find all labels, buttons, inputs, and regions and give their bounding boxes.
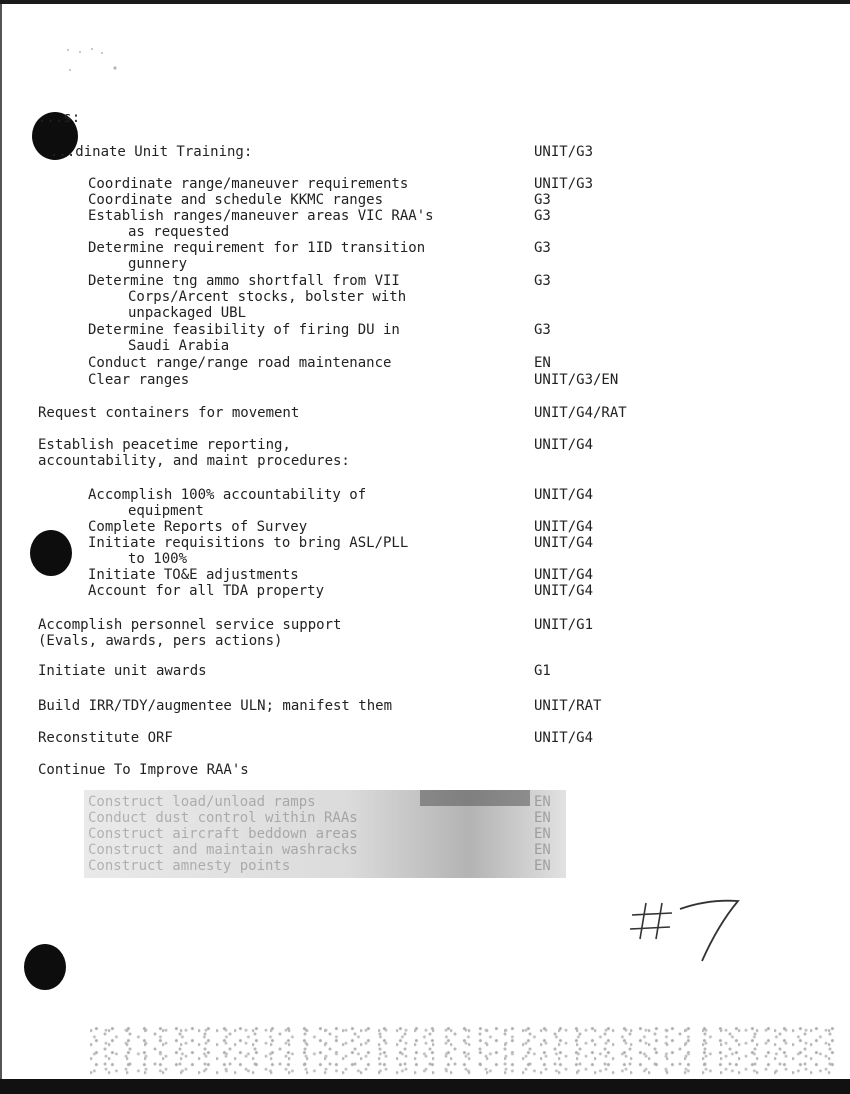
scan-marks <box>60 44 130 74</box>
entry-continuation: Saudi Arabia <box>128 338 230 354</box>
entry-responsible: UNIT/G4 <box>534 487 594 503</box>
dark-scan-patch <box>420 790 530 806</box>
entry-text: Complete Reports of Survey <box>88 519 308 535</box>
entry-text: Initiate unit awards <box>38 663 207 679</box>
section-label: ...s: <box>38 110 81 126</box>
entry-responsible: UNIT/G4 <box>534 583 594 599</box>
entry-text: Establish ranges/maneuver areas VIC RAA's <box>88 208 434 224</box>
punch-hole-bottom <box>24 944 66 990</box>
entry-responsible: G3 <box>534 192 551 208</box>
entry-text: Reconstitute ORF <box>38 730 173 746</box>
entry-responsible: UNIT/G1 <box>534 617 594 633</box>
entry-continuation: equipment <box>128 503 204 519</box>
entry-text: Initiate requisitions to bring ASL/PLL <box>88 535 409 551</box>
entry-responsible: UNIT/G3 <box>534 144 594 160</box>
entry-text: accountability, and maint procedures: <box>38 453 350 469</box>
entry-text: Accomplish 100% accountability of <box>88 487 367 503</box>
entry-responsible: UNIT/G3 <box>534 176 594 192</box>
entry-text: (Evals, awards, pers actions) <box>38 633 283 649</box>
scan-edge-bottom <box>0 1079 850 1094</box>
entry-continuation: gunnery <box>128 256 188 272</box>
entry-text: Determine feasibility of firing DU in <box>88 322 400 338</box>
entry-text: Coordinate range/maneuver requirements <box>88 176 409 192</box>
entry-text: Establish peacetime reporting, <box>38 437 291 453</box>
entry-continuation: Corps/Arcent stocks, bolster with <box>128 289 407 305</box>
entry-continuation: to 100% <box>128 551 188 567</box>
entry-responsible: G3 <box>534 322 551 338</box>
entry-continuation: unpackaged UBL <box>128 305 247 321</box>
entry-text: Conduct range/range road maintenance <box>88 355 392 371</box>
entry-responsible: UNIT/G4 <box>534 437 594 453</box>
entry-text: Coordinate and schedule KKMC ranges <box>88 192 384 208</box>
entry-responsible: UNIT/RAT <box>534 698 602 714</box>
entry-responsible: G3 <box>534 240 551 256</box>
entry-text: Clear ranges <box>88 372 190 388</box>
entry-responsible: UNIT/G3/EN <box>534 372 619 388</box>
entry-responsible: UNIT/G4 <box>534 519 594 535</box>
entry-responsible: UNIT/G4 <box>534 567 594 583</box>
entry-text: ...dinate Unit Training: <box>50 144 253 160</box>
entry-responsible: G3 <box>534 273 551 289</box>
scan-edge-left <box>0 4 2 1079</box>
entry-responsible: UNIT/G4 <box>534 535 594 551</box>
scan-edge-top <box>0 0 850 4</box>
scan-noise-bottom <box>90 1025 835 1075</box>
entry-text: Request containers for movement <box>38 405 300 421</box>
entry-text: Accomplish personnel service support <box>38 617 342 633</box>
punch-hole-middle <box>30 530 72 576</box>
entry-text: Continue To Improve RAA's <box>38 762 249 778</box>
entry-continuation: as requested <box>128 224 230 240</box>
entry-text: Build IRR/TDY/augmentee ULN; manifest them <box>38 698 393 714</box>
entry-text: Determine requirement for 1ID transition <box>88 240 426 256</box>
handwritten-number-7 <box>628 895 748 965</box>
entry-responsible: UNIT/G4 <box>534 730 594 746</box>
entry-responsible: G3 <box>534 208 551 224</box>
entry-text: Determine tng ammo shortfall from VII <box>88 273 400 289</box>
entry-text: Initiate TO&E adjustments <box>88 567 299 583</box>
entry-responsible: EN <box>534 355 551 371</box>
entry-text: Account for all TDA property <box>88 583 325 599</box>
entry-responsible: UNIT/G4/RAT <box>534 405 627 421</box>
entry-responsible: G1 <box>534 663 551 679</box>
